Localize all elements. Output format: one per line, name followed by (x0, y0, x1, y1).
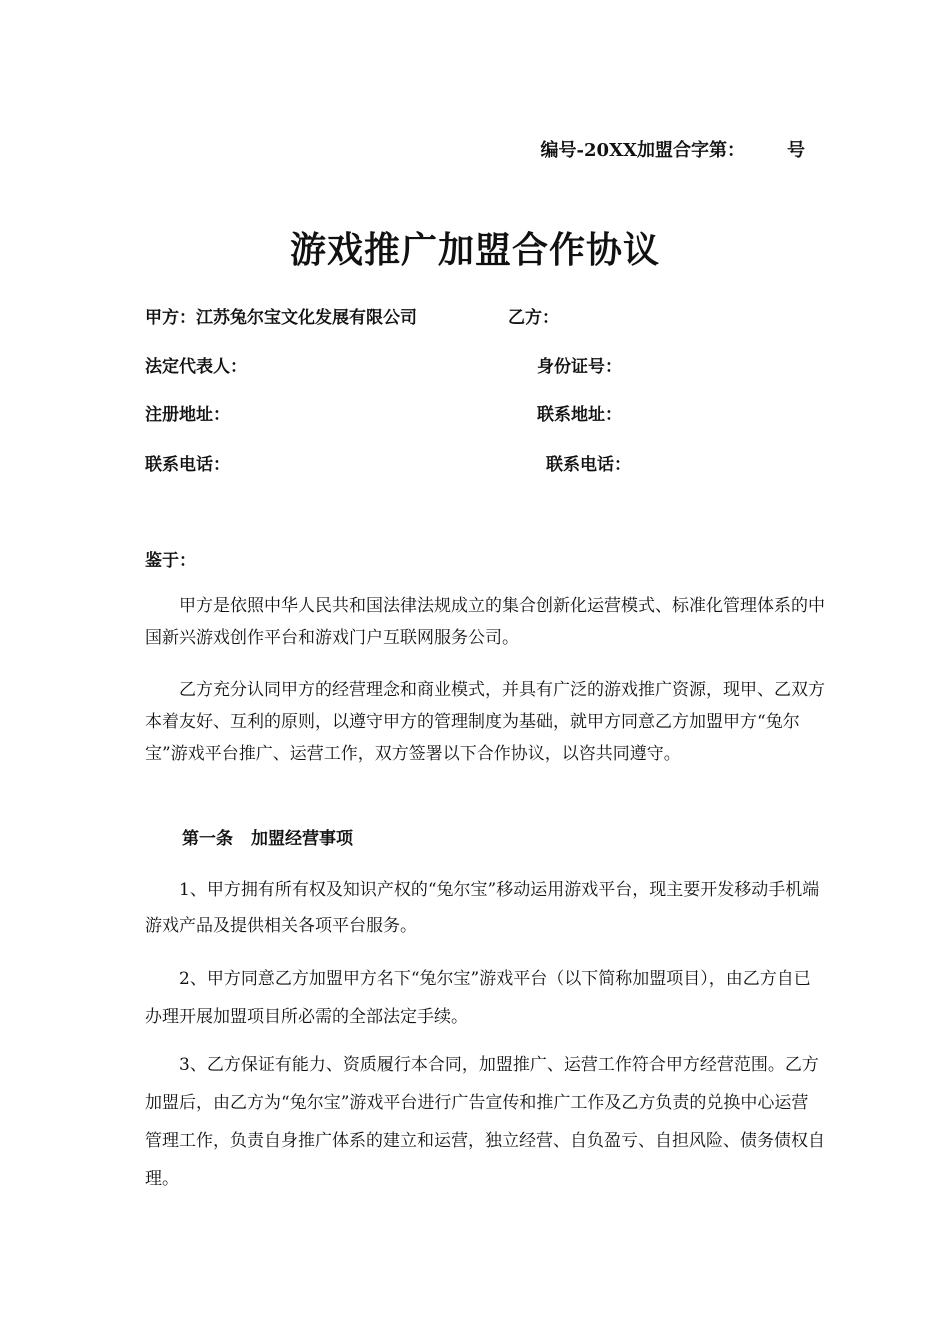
article-1-clause-1: 1、甲方拥有所有权及知识产权的“兔尔宝”移动运用游戏平台，现主要开发移动手机端游戏产品及提供相关各项平台服务。 (145, 880, 820, 936)
article-1-number: 第一条 (182, 829, 233, 849)
whereas-paragraph-2: 乙方充分认同甲方的经营理念和商业模式，并具有广泛的游戏推广资源，现甲、乙双方本着友好、互利的原则，以遵守甲方的管理制度为基础，就甲方同意乙方加盟甲方“兔尔宝”游戏平台推广、运营工作，双方签署以下合作协议，以咨共同遵守。 (145, 680, 825, 764)
article-1-title: 加盟经营事项 (251, 829, 353, 849)
document-title: 游戏推广加盟合作协议 (289, 229, 660, 271)
article-1-clause-3: 3、乙方保证有能力、资质履行本合同，加盟推广、运营工作符合甲方经营范围。乙方加盟后，由乙方为“兔尔宝”游戏平台进行广告宣传和推广工作及乙方负责的兑换中心运营管理工作，负责自身推广体系的建立和运营，独立经营、自负盈亏、自担风险、债务债权自理。 (145, 1055, 825, 1189)
id-number-label: 身份证号： (537, 357, 622, 377)
party-b-phone-label: 联系电话： (546, 455, 631, 475)
party-b-name: 乙方： (508, 308, 559, 328)
document-number-prefix: 编号-20XX加盟合字第： (540, 140, 745, 161)
document-number (541, 136, 805, 162)
registered-address-label: 注册地址： (145, 405, 230, 425)
party-a-name: 甲方：江苏兔尔宝文化发展有限公司 (145, 308, 417, 328)
contact-address-label: 联系地址： (537, 405, 622, 425)
whereas-heading: 鉴于： (145, 551, 196, 571)
article-1-clause-2: 2、甲方同意乙方加盟甲方名下“兔尔宝”游戏平台（以下简称加盟项目），由乙方自已办理开展加盟项目所必需的全部法定手续。 (145, 969, 811, 1027)
whereas-paragraph-1: 甲方是依照中华人民共和国法律法规成立的集合创新化运营模式、标准化管理体系的中国新兴游戏创作平台和游戏门户互联网服务公司。 (145, 596, 825, 648)
document-number-suffix: 号 (787, 140, 805, 161)
article-1-heading (182, 824, 353, 849)
legal-representative-label: 法定代表人： (145, 357, 247, 377)
party-a-phone-label: 联系电话： (145, 455, 230, 475)
